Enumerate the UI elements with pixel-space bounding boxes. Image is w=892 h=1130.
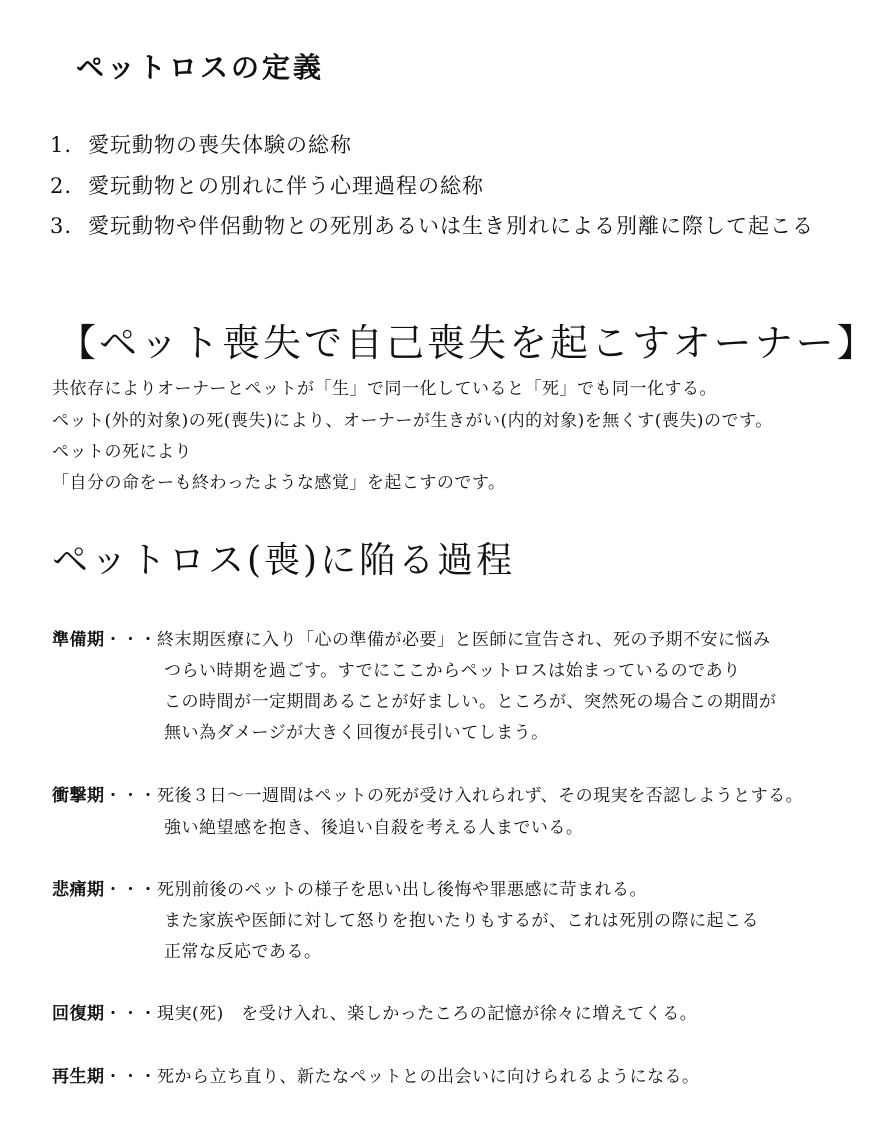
owner-heading: 【ペット喪失で自己喪失を起こすオーナー】	[58, 321, 878, 365]
phase-text: 死別前後のペットの様子を思い出し後悔や罪悪感に苛まれる。	[157, 880, 647, 900]
phase-separator: ・・・	[104, 1067, 157, 1087]
phase-label: 悲痛期	[52, 880, 105, 900]
phase-text-continuation: また家族や医師に対して怒りを抱いたりもするが、これは死別の際に起こる	[164, 911, 759, 931]
definition-item	[50, 129, 352, 159]
process-heading: ペットロス(喪)に陥る過程	[52, 540, 516, 581]
phase-separator: ・・・	[104, 786, 157, 806]
definition-item-number: 2.	[50, 174, 73, 198]
phase-text-continuation: 正常な反応である。	[164, 942, 322, 962]
phase-label: 回復期	[52, 1004, 105, 1024]
phase-row-rebirth	[52, 1062, 700, 1087]
owner-paragraph-line: 共依存によりオーナーとペットが「生」で同一化していると「死」でも同一化する。	[52, 379, 717, 399]
phase-text: 現実(死) を受け入れ、楽しかったころの記憶が徐々に増えてくる。	[157, 1004, 698, 1024]
phase-label: 準備期	[52, 630, 105, 650]
phase-label: 衝撃期	[52, 786, 105, 806]
phase-separator: ・・・	[104, 1004, 157, 1024]
phase-text: 終末期医療に入り「心の準備が必要」と医師に宣告され、死の予期不安に悩み	[157, 630, 771, 650]
definition-item-text: 愛玩動物や伴侶動物との死別あるいは生き別れによる別離に際して起こる	[88, 214, 814, 238]
phase-text: 死から立ち直り、新たなペットとの出会いに向けられるようになる。	[157, 1067, 700, 1087]
phase-label: 再生期	[52, 1067, 105, 1087]
definition-item	[50, 210, 814, 240]
definition-item-text: 愛玩動物との別れに伴う心理過程の総称	[88, 174, 484, 198]
definition-item-text: 愛玩動物の喪失体験の総称	[88, 133, 352, 157]
owner-paragraph-line: 「自分の命をーも終わったような感覚」を起こすのです。	[52, 473, 506, 493]
definition-heading: ペットロスの定義	[76, 51, 325, 84]
phase-text-continuation: 無い為ダメージが大きく回復が長引いてしまう。	[164, 723, 549, 743]
phase-text-continuation: つらい時期を過ごす。すでにここからペットロスは始まっているのであり	[164, 661, 741, 681]
phase-row-shock	[52, 781, 803, 806]
phase-row-preparation	[52, 625, 771, 650]
phase-separator: ・・・	[104, 630, 157, 650]
definition-item	[50, 170, 484, 200]
phase-separator: ・・・	[104, 880, 157, 900]
phase-text-continuation: この時間が一定期間あることが好ましい。ところが、突然死の場合この期間が	[164, 692, 777, 712]
phase-text: 死後３日〜一週間はペットの死が受け入れられず、その現実を否認しようとする。	[157, 786, 804, 806]
definition-item-number: 3.	[50, 214, 73, 238]
phase-row-recovery	[52, 999, 697, 1024]
owner-paragraph-line: ペット(外的対象)の死(喪失)により、オーナーが生きがい(内的対象)を無くす(喪失)のです。	[52, 411, 773, 431]
owner-paragraph-line: ペットの死により	[52, 442, 192, 462]
phase-row-grief	[52, 875, 647, 900]
definition-item-number: 1.	[50, 133, 73, 157]
phase-text-continuation: 強い絶望感を抱き、後追い自殺を考える人までいる。	[164, 818, 584, 838]
